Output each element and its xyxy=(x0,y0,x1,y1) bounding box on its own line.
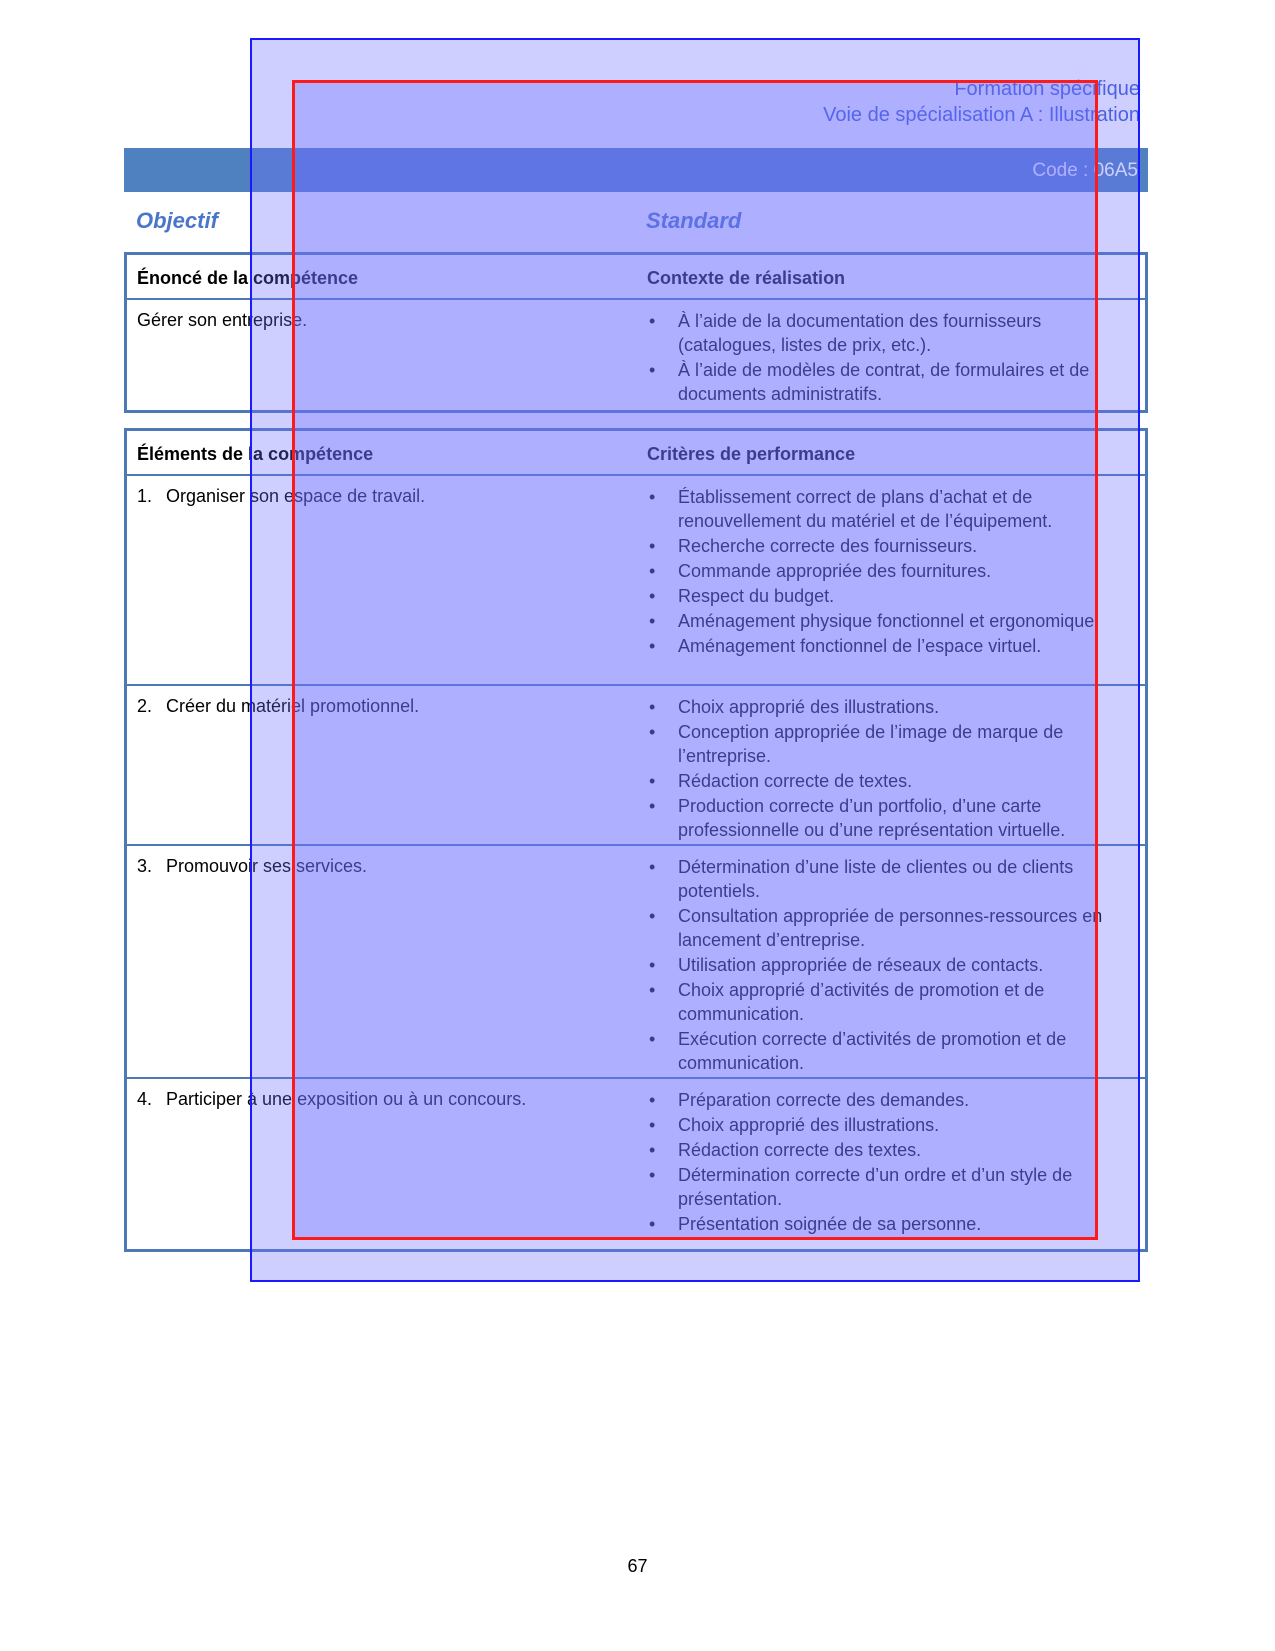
element-text: Promouvoir ses services. xyxy=(166,856,368,876)
element-text: Participer à une exposition ou à un concours. xyxy=(166,1089,527,1109)
list-item: • Commande appropriée des fournitures. xyxy=(647,559,1137,583)
contexte-cell xyxy=(647,309,1137,407)
competence-table xyxy=(124,252,1148,413)
criteres-list xyxy=(647,1088,1137,1236)
list-item: • Exécution correcte d’activités de promotion et de communication. xyxy=(647,1027,1137,1075)
list-item: • Aménagement physique fonctionnel et ergonomique. xyxy=(647,609,1137,633)
contexte-list xyxy=(647,309,1137,406)
element-number: 3. xyxy=(137,856,153,876)
list-item: • Respect du budget. xyxy=(647,584,1137,608)
list-item: • Aménagement fonctionnel de l’espace virtuel. xyxy=(647,634,1137,658)
criteres-cell xyxy=(647,695,1137,843)
code-bar xyxy=(124,148,1148,192)
element-cell xyxy=(137,696,419,717)
criteres-cell xyxy=(647,485,1137,659)
section-title-standard: Standard xyxy=(646,208,742,233)
list-item: • Détermination d’une liste de clientes ou de clients potentiels. xyxy=(647,855,1137,903)
code-label: Code : 06A5 xyxy=(1032,160,1138,181)
list-item: • Choix approprié d’activités de promotion et de communication. xyxy=(647,978,1137,1026)
criteres-list xyxy=(647,855,1137,1075)
section-title-objectif: Objectif xyxy=(136,208,218,233)
element-text: Créer du matériel promotionnel. xyxy=(166,696,420,716)
list-item: • Détermination correcte d’un ordre et d’un style de présentation. xyxy=(647,1163,1137,1211)
list-item: • Rédaction correcte de textes. xyxy=(647,769,1137,793)
list-item: • Présentation soignée de sa personne. xyxy=(647,1212,1137,1236)
table-header-row xyxy=(127,255,1145,298)
element-cell xyxy=(137,856,367,877)
element-cell xyxy=(137,1089,526,1110)
elements-table xyxy=(124,428,1148,1252)
criteres-list xyxy=(647,695,1137,842)
criteres-cell xyxy=(647,1088,1137,1237)
list-item: • À l’aide de la documentation des fournisseurs (catalogues, listes de prix, etc.). xyxy=(647,309,1137,357)
enonce-text: Gérer son entreprise. xyxy=(137,310,308,330)
list-item: • Production correcte d’un portfolio, d’une carte professionnelle ou d’une représentation virtuelle. xyxy=(647,794,1137,842)
list-item: • Choix approprié des illustrations. xyxy=(647,1113,1137,1137)
table-row xyxy=(127,684,1145,846)
header-specialisation: Voie de spécialisation A : Illustration xyxy=(823,104,1140,126)
table-header-row xyxy=(127,431,1145,474)
column-header-elements: Éléments de la compétence xyxy=(137,444,374,464)
list-item: • Conception appropriée de l’image de marque de l’entreprise. xyxy=(647,720,1137,768)
criteres-cell xyxy=(647,855,1137,1076)
list-item: • Choix approprié des illustrations. xyxy=(647,695,1137,719)
column-header-enonce: Énoncé de la compétence xyxy=(137,268,359,288)
element-text: Organiser son espace de travail. xyxy=(166,486,426,506)
column-header-criteres: Critères de performance xyxy=(647,444,856,464)
table-row xyxy=(127,844,1145,1079)
list-item: • Rédaction correcte des textes. xyxy=(647,1138,1137,1162)
list-item: • Recherche correcte des fournisseurs. xyxy=(647,534,1137,558)
element-number: 2. xyxy=(137,696,153,716)
list-item: • Établissement correct de plans d’achat et de renouvellement du matériel et de l’équipement. xyxy=(647,485,1137,533)
table-row xyxy=(127,298,1145,412)
list-item: • Consultation appropriée de personnes-ressources en lancement d’entreprise. xyxy=(647,904,1137,952)
header-program: Formation spécifique xyxy=(954,78,1140,100)
element-number: 4. xyxy=(137,1089,153,1109)
page-number: 67 xyxy=(627,1556,648,1576)
element-number: 1. xyxy=(137,486,153,506)
table-row xyxy=(127,1077,1145,1251)
list-item: • À l’aide de modèles de contrat, de formulaires et de documents administratifs. xyxy=(647,358,1137,406)
table-row xyxy=(127,474,1145,686)
criteres-list xyxy=(647,485,1137,658)
column-header-contexte: Contexte de réalisation xyxy=(647,268,846,288)
element-cell xyxy=(137,486,425,507)
list-item: • Utilisation appropriée de réseaux de contacts. xyxy=(647,953,1137,977)
list-item: • Préparation correcte des demandes. xyxy=(647,1088,1137,1112)
